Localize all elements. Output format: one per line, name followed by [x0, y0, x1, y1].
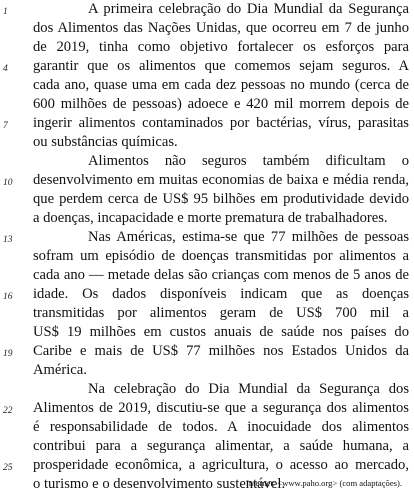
source-citation: Internet: <www.paho.org> (com adaptações).	[246, 478, 402, 488]
text-line: garantir que os alimentos que comemos sejam seguros. A	[33, 58, 409, 74]
text-line: ou substâncias químicas.	[33, 134, 178, 150]
text-line: de 2019, tinha como objetivo fortalecer os esforços para	[33, 39, 409, 55]
text-line: cada ano, quase uma em cada dez pessoas no mundo (cerca de	[33, 77, 409, 93]
line-number: 1	[3, 7, 8, 17]
text-line: Na celebração do Dia Mundial da Segurança dos	[88, 381, 409, 397]
line-number: 19	[3, 349, 13, 359]
line-number: 7	[3, 121, 8, 131]
text-line: transmitidas por alimentos geram de US$ 700 mil a	[33, 305, 409, 321]
line-number: 4	[3, 64, 8, 74]
text-line: Caribe e mais de US$ 77 milhões nos Estados Unidos da	[33, 343, 409, 359]
text-line: que perdem cerca de US$ 95 bilhões em produtividade devido	[33, 191, 409, 207]
text-line: prosperidade econômica, a agricultura, o acesso ao mercado,	[33, 457, 409, 473]
text-line: cada ano — metade delas são crianças com menos de 5 anos de	[33, 267, 409, 283]
text-line: Alimentos não seguros também dificultam o	[88, 153, 409, 169]
text-line: Alimentos de 2019, discutiu-se que a segurança dos alimentos	[33, 400, 409, 416]
text-line: 600 milhões de pessoas) adoece e 420 mil morrem depois de	[33, 96, 409, 112]
text-line: é responsabilidade de todos. A inocuidade dos alimentos	[33, 419, 409, 435]
text-line: sofram um episódio de doenças transmitidas por alimentos a	[33, 248, 409, 264]
text-line: contribui para a segurança alimentar, a saúde humana, a	[33, 438, 409, 454]
text-line: A primeira celebração do Dia Mundial da Segurança	[88, 1, 409, 17]
text-line: a doenças, incapacidade e morte prematura de trabalhadores.	[33, 210, 388, 226]
text-line: ingerir alimentos contaminados por bactérias, vírus, parasitas	[33, 115, 409, 131]
line-number: 13	[3, 235, 13, 245]
line-number: 10	[3, 178, 13, 188]
line-number: 22	[3, 406, 13, 416]
line-number: 25	[3, 463, 13, 473]
line-number: 16	[3, 292, 13, 302]
text-line: US$ 19 milhões em custos anuais de saúde nos países do	[33, 324, 409, 340]
text-line: Nas Américas, estima-se que 77 milhões de pessoas	[88, 229, 409, 245]
text-line: dos Alimentos das Nações Unidas, que ocorreu em 7 de junho	[33, 20, 409, 36]
text-line: idade. Os dados disponíveis indicam que as doenças	[33, 286, 409, 302]
text-line: o turismo e o desenvolvimento sustentável.	[33, 476, 286, 492]
text-line: América.	[33, 362, 87, 378]
text-line: desenvolvimento em muitas economias de baixa e média renda,	[33, 172, 409, 188]
